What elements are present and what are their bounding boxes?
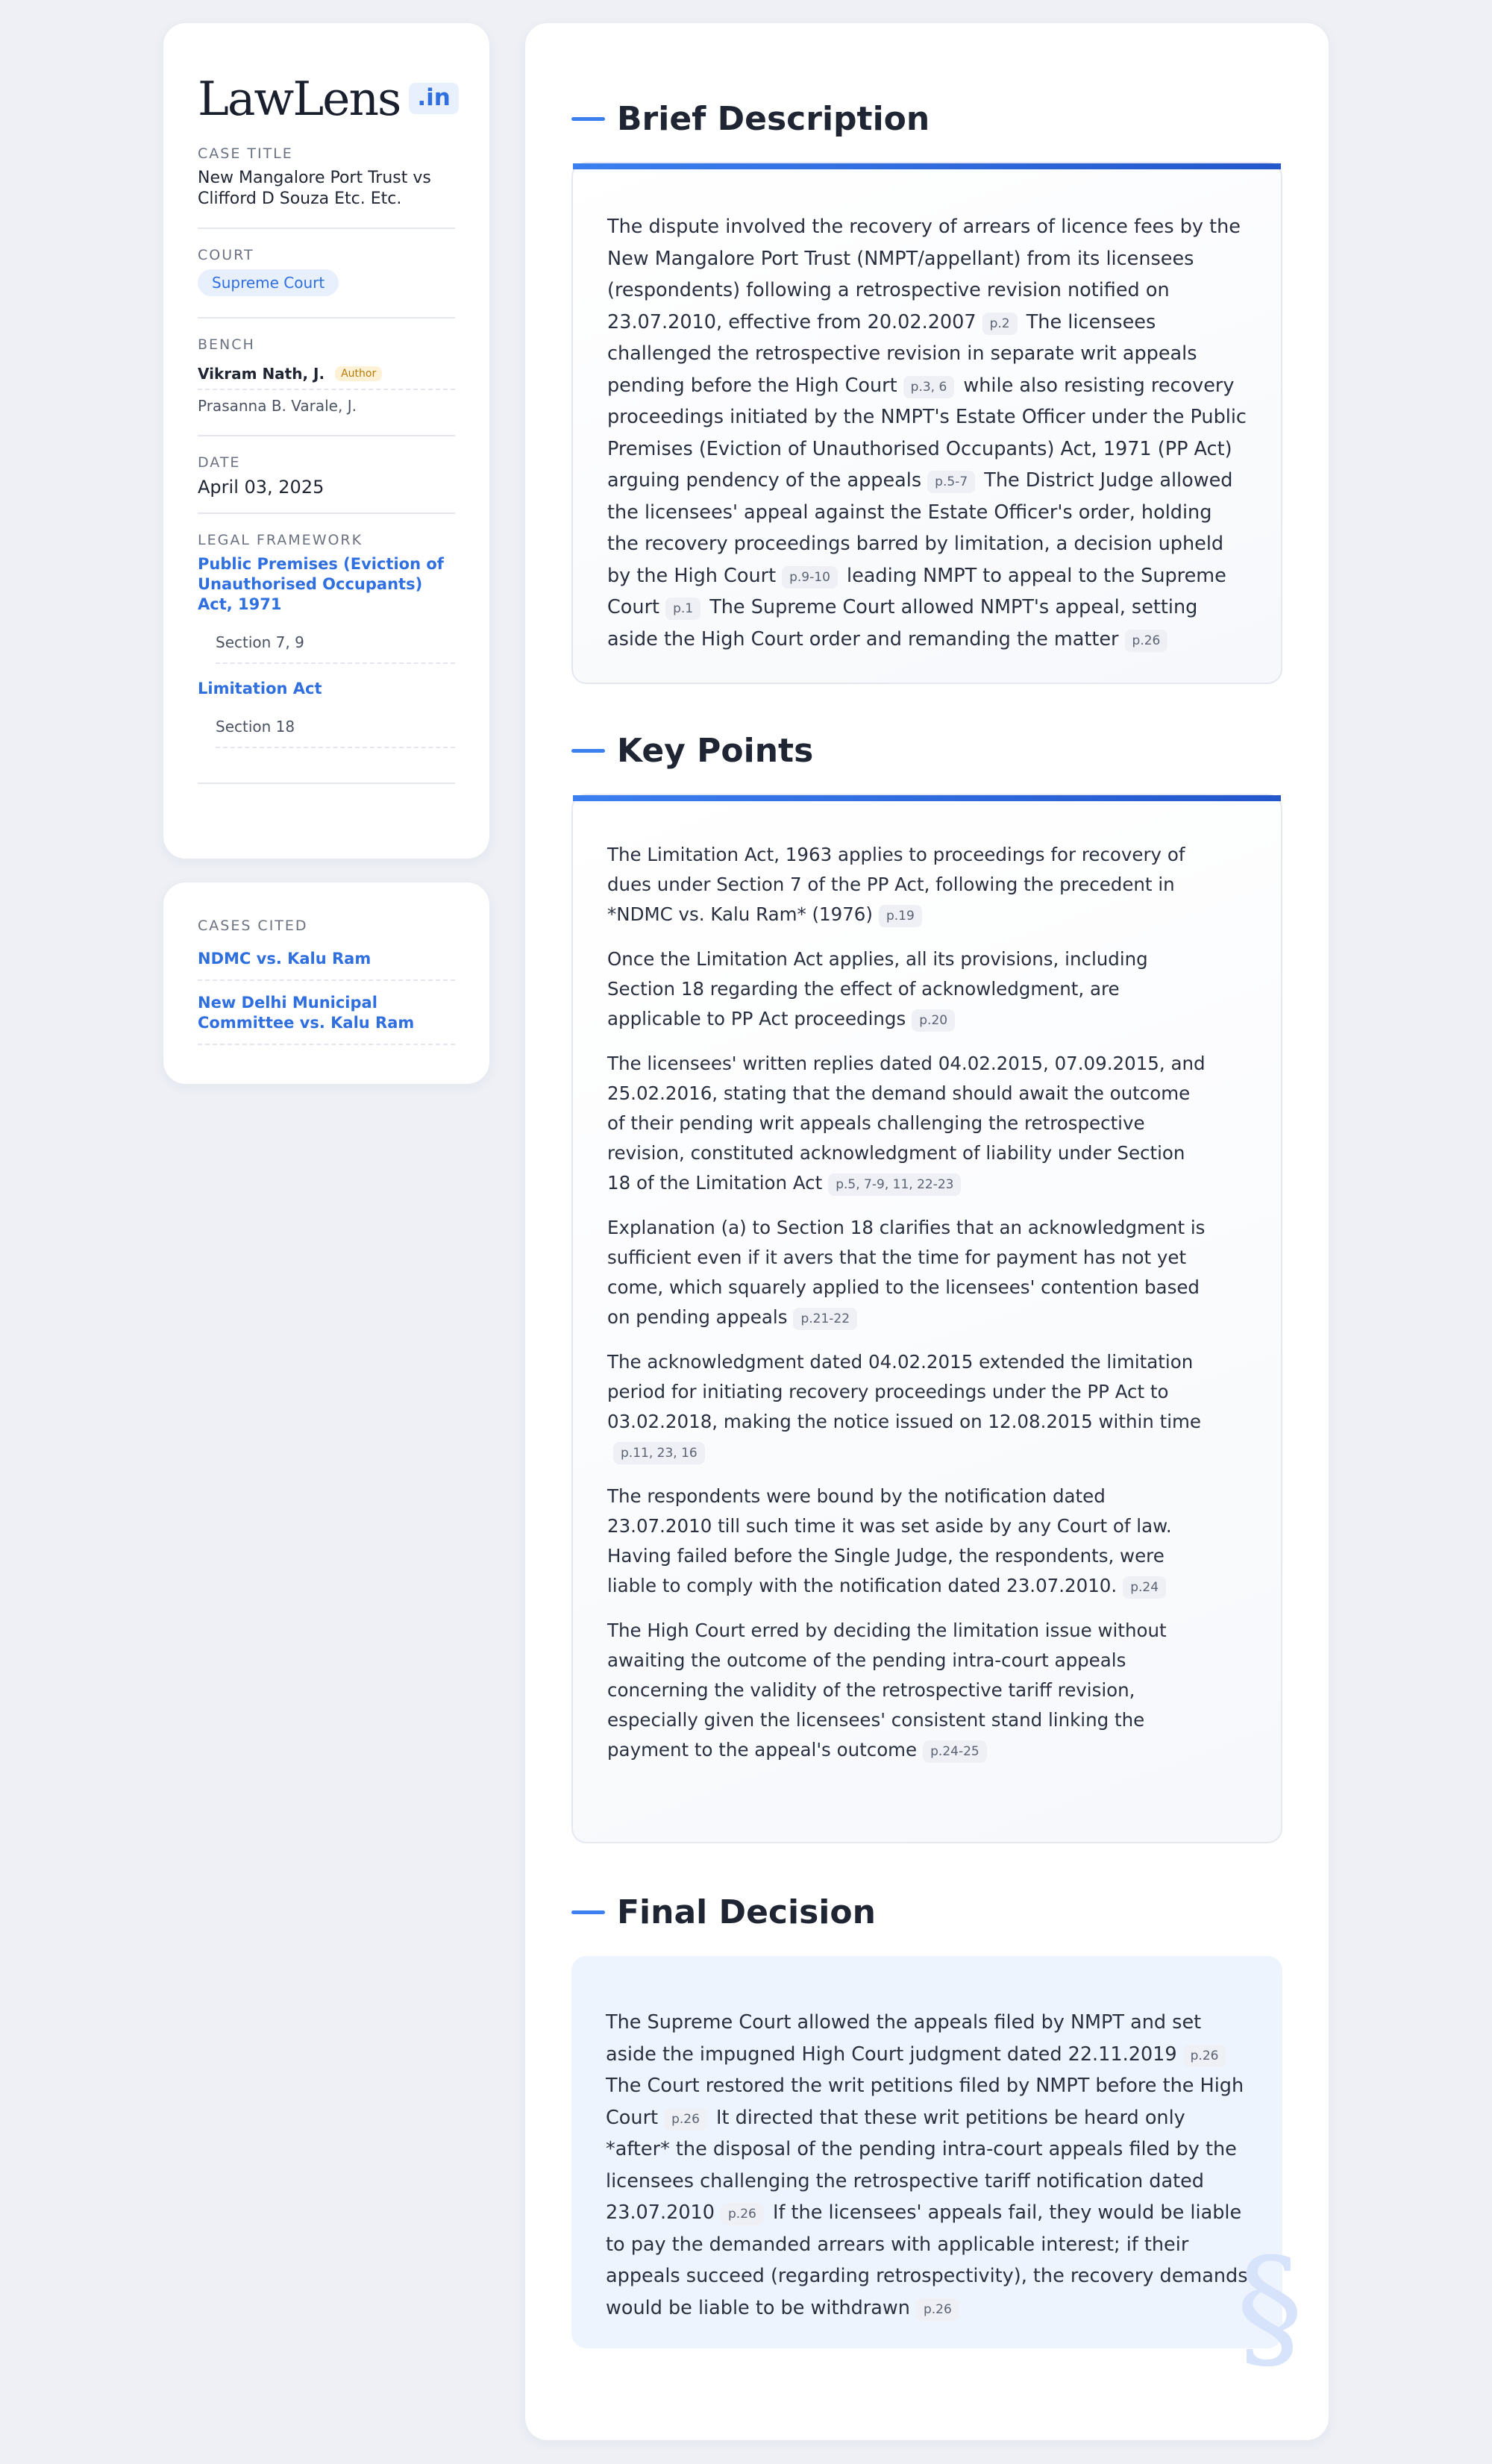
author-badge: Author [335,366,382,381]
key-points-heading [571,728,813,773]
section-sign-watermark-icon: § [1236,2230,1303,2386]
key-point-item [607,1347,1206,1467]
act-section-item: Section 7, 9 [216,621,455,664]
date-label: DATE [198,454,241,471]
heading-accent-bar [571,1910,605,1914]
text-segment: If the licensees' appeals fail, they would be liable to pay the demanded arrears with applicable interest; if their appeals succeed (regarding retrospectivity), the recovery demands would be liable to be withdrawn [606,2201,1248,2319]
page-citation[interactable]: p.2 [982,313,1018,335]
brand-domain-badge: .in [409,83,458,114]
act-link[interactable]: Limitation Act [198,680,322,697]
case-title-label: CASE TITLE [198,145,293,162]
text-segment: The District Judge allowed the licensees' appeal against the Estate Officer's order, holding the recovery proceedings barred by limitation, a decision upheld by the High Court [607,469,1233,587]
text-segment: Explanation (a) to Section 18 clarifies that an acknowledgment is sufficient even if it avers that the time for payment has not yet come, which squarely applied to the licensees' contention based on pending appeals [607,1217,1206,1328]
court-label: COURT [198,247,254,263]
final-decision-text [606,2007,1248,2324]
divider [198,317,455,319]
key-point-item [607,944,1206,1034]
box-accent-bar [573,795,1281,801]
final-decision-heading [571,1890,876,1934]
page-citation[interactable]: p.26 [1183,2045,1226,2067]
page-citation[interactable]: p.24-25 [923,1740,987,1763]
key-point-item [607,840,1206,930]
heading-text: Final Decision [617,1893,876,1931]
bench-judge [198,359,455,390]
text-segment: The respondents were bound by the notification dated 23.07.2010 till such time it was set aside by any Court of law. Having failed before the Single Judge, the respondents, were liable to comply with the notification dated 23.07.2010. [607,1485,1172,1596]
key-point-item [607,1213,1206,1332]
text-segment: It directed that these writ petitions be heard only *after* the disposal of the pending intra-court appeals filed by the licensees challenging the retrospective tariff notification dated 23.07.2010 [606,2106,1237,2224]
text-segment: The High Court erred by deciding the limitation issue without awaiting the outcome of the pending intra-court appeals concerning the validity of the retrospective tariff revision, especially given the licensees' consistent stand linking the payment to the appeal's outcome [607,1620,1167,1761]
page-citation[interactable]: p.26 [664,2108,707,2131]
cited-case-link[interactable]: New Delhi Municipal Committee vs. Kalu Ram [198,993,455,1045]
divider [198,783,455,784]
page-citation[interactable]: p.26 [916,2298,959,2321]
heading-text: Key Points [617,731,814,770]
text-segment: The licensees' written replies dated 04.02.2015, 07.09.2015, and 25.02.2016, stating that the demand should await the outcome of their pending writ appeals challenging the retrospective revision, constituted acknowledgment of liability under Section 18 of the Limitation Act [607,1053,1206,1194]
page-citation[interactable]: p.5-7 [927,471,975,493]
brand-logo[interactable] [198,66,455,131]
text-segment: The Supreme Court allowed the appeals filed by NMPT and set aside the impugned High Court judgment dated 22.11.2019 [606,2011,1202,2066]
page-citation[interactable]: p.5, 7-9, 11, 22-23 [828,1173,961,1196]
key-points-list [607,840,1206,1765]
page-citation[interactable]: p.26 [721,2203,764,2225]
cited-case-link[interactable]: NDMC vs. Kalu Ram [198,949,455,981]
page-citation[interactable]: p.11, 23, 16 [613,1442,705,1464]
text-segment: The acknowledgment dated 04.02.2015 extended the limitation period for initiating recovery proceedings under the PP Act to 03.02.2018, making the notice issued on 12.08.2015 within time [607,1351,1201,1432]
heading-accent-bar [571,117,605,121]
page-citation[interactable]: p.1 [665,598,700,620]
summary-main-card [525,23,1329,2440]
key-point-item [607,1049,1206,1198]
legal-framework-label: LEGAL FRAMEWORK [198,532,363,548]
act-link[interactable]: Public Premises (Eviction of Unauthorised Occupants) Act, 1971 [198,555,444,613]
judge-name: Vikram Nath, J. [198,365,325,383]
divider [198,435,455,436]
text-segment: The Supreme Court allowed NMPT's appeal, setting aside the High Court order and remanding the matter [607,596,1198,651]
final-decision-box [571,1956,1303,2386]
box-accent-bar [573,163,1281,169]
page-citation[interactable]: p.3, 6 [903,376,955,398]
text-segment: The dispute involved the recovery of arrears of licence fees by the New Mangalore Port Trust (NMPT/appellant) from its licensees (respondents) following a retrospective revision notified on 23.07.2010, effective from 20.02.2007 [607,216,1241,333]
page-citation[interactable]: p.20 [912,1009,955,1032]
heading-text: Brief Description [617,99,930,138]
case-title: New Mangalore Port Trust vs Clifford D Souza Etc. Etc. [198,169,431,208]
text-segment: The Limitation Act, 1963 applies to proceedings for recovery of dues under Section 7 of the PP Act, following the precedent in *NDMC vs. Kalu Ram* (1976) [607,844,1185,925]
brand-name: LawLens [198,71,401,126]
judgment-date: April 03, 2025 [198,477,325,498]
brief-description-text [607,211,1247,655]
page-citation[interactable]: p.24 [1123,1576,1166,1599]
act-section-item: Section 18 [216,705,455,748]
page-citation[interactable]: p.26 [1125,630,1168,652]
divider [198,512,455,514]
page-citation[interactable]: p.19 [879,905,922,927]
cases-cited-label: CASES CITED [198,918,308,934]
judge-name: Prasanna B. Varale, J. [198,397,357,415]
key-point-item [607,1616,1206,1765]
text-segment: while also resisting recovery proceedings initiated by the NMPT's Estate Officer under the Public Premises (Eviction of Unauthorised Occupants) Act, 1971 (PP Act) arguing pendency of the appeals [607,374,1247,492]
page-citation[interactable]: p.9-10 [782,566,838,589]
bench-judge [198,390,455,421]
text-segment: Once the Limitation Act applies, all its provisions, including Section 18 regarding the effect of acknowledgment, are applicable to PP Act proceedings [607,948,1148,1029]
brief-description-heading [571,96,930,141]
key-point-item [607,1482,1206,1601]
bench-label: BENCH [198,336,255,353]
text-segment: The Court restored the writ petitions filed by NMPT before the High Court [606,2075,1244,2129]
page-citation[interactable]: p.21-22 [793,1308,857,1330]
cases-cited-card [163,883,489,1084]
court-badge: Supreme Court [198,269,339,296]
brief-description-box [571,162,1282,684]
divider [198,228,455,229]
text-segment: leading NMPT to appeal to the Supreme Court [607,564,1226,618]
case-info-card [163,23,489,859]
text-segment: The licensees challenged the retrospective revision in separate writ appeals pending before the High Court [607,310,1197,397]
key-points-box [571,794,1282,1843]
heading-accent-bar [571,749,605,753]
